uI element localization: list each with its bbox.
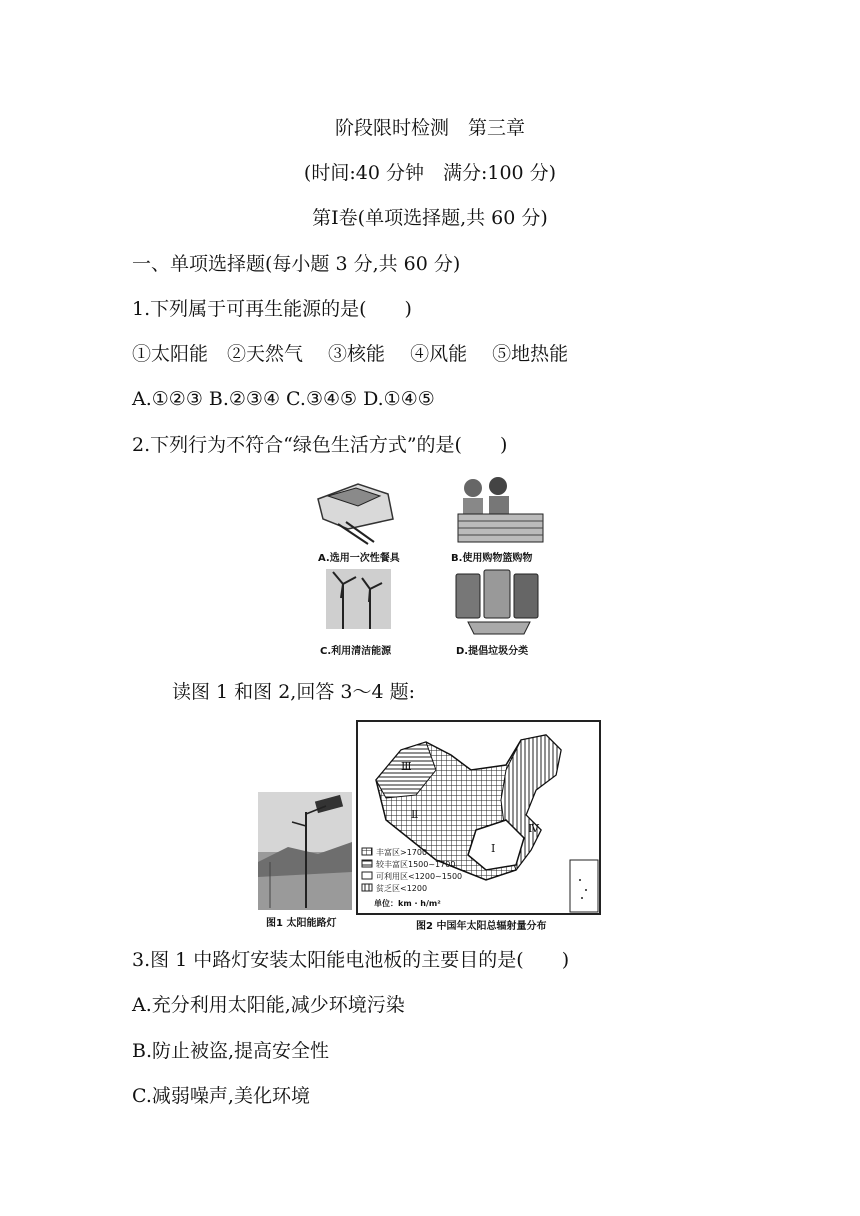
solar-street-lamp-figure — [258, 792, 352, 932]
green-lifestyle-figure — [308, 474, 558, 664]
page-title: 阶段限时检测 第三章 — [334, 117, 525, 139]
disposable-tableware-picture — [318, 484, 393, 544]
legend-poor: 贫乏区<1200 — [376, 884, 428, 893]
question-2-stem: 2.下列行为不符合“绿色生活方式”的是( ) — [132, 434, 508, 456]
legend-usable: 可利用区<1200~1500 — [376, 872, 463, 881]
question-1-options: A.①②③ B.②③④ C.③④⑤ D.①④⑤ — [132, 388, 435, 410]
figure-2-caption: 图2 中国年太阳总辐射量分布 — [416, 921, 547, 932]
china-solar-radiation-map — [356, 720, 602, 932]
question-1-stem: 1.下列属于可再生能源的是( ) — [132, 298, 412, 320]
caption-b: B.使用购物篮购物 — [451, 553, 533, 564]
question-3-option-c: C.减弱噪声,美化环境 — [132, 1085, 310, 1107]
exam-time-info: (时间:40 分钟 满分:100 分) — [303, 162, 557, 184]
region-label-1: Ⅰ — [491, 842, 496, 855]
question-3-option-b: B.防止被盗,提高安全性 — [132, 1040, 330, 1062]
recycling-bins-picture — [456, 570, 538, 634]
caption-c: C.利用清洁能源 — [320, 646, 392, 657]
figure-1-caption: 图1 太阳能路灯 — [266, 918, 337, 929]
region-label-4: Ⅳ — [528, 822, 539, 835]
question-3-stem: 3.图 1 中路灯安装太阳能电池板的主要目的是( ) — [132, 949, 570, 971]
legend-fairly-rich: 较丰富区1500~1700 — [376, 860, 456, 869]
question-1-items: ①太阳能 ②天然气 ③核能 ④风能 ⑤地热能 — [132, 343, 569, 365]
caption-d: D.提倡垃圾分类 — [456, 646, 529, 657]
wind-turbine-picture — [326, 569, 391, 629]
questions-3-4-intro: 读图 1 和图 2,回答 3～4 题: — [172, 681, 415, 703]
caption-a: A.选用一次性餐具 — [318, 553, 400, 564]
region-label-2: Ⅱ — [411, 808, 419, 821]
section-title: 一、单项选择题(每小题 3 分,共 60 分) — [132, 253, 461, 275]
question-3-option-a: A.充分利用太阳能,减少环境污染 — [132, 994, 405, 1016]
legend-rich: 丰富区>1700 — [376, 848, 428, 857]
volume-title: 第Ⅰ卷(单项选择题,共 60 分) — [312, 207, 548, 229]
map-unit: 单位：km · h/m² — [374, 899, 441, 908]
region-label-3: Ⅲ — [401, 760, 412, 773]
shopping-basket-picture — [458, 477, 543, 542]
